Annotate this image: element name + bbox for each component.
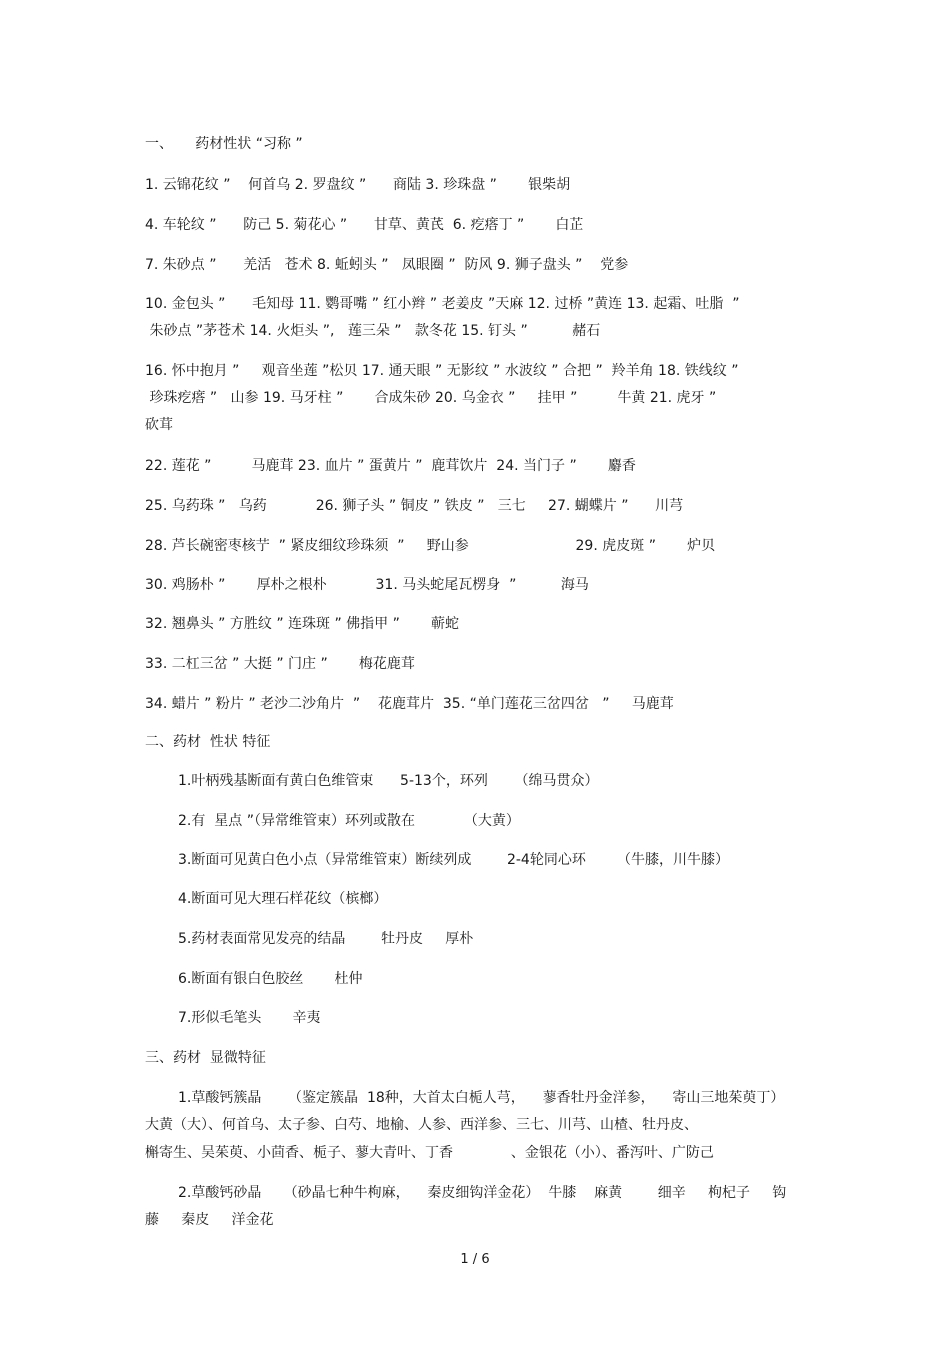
section2-item-6: 6.断面有银白色胶丝 杜仲	[178, 971, 363, 987]
section2-heading: 二、药材 性状 特征	[145, 734, 271, 750]
section2-item-2: 2.有 星点 ”（异常维管束）环列或散在 （大黄）	[178, 813, 520, 829]
section1-item-6: 22. 莲花 ” 马鹿茸 23. 血片 ” 蛋黄片 ” 鹿茸饮片 24. 当门子 ” 麝香	[145, 458, 636, 474]
section2-item-7: 7.形似毛笔头 辛夷	[178, 1010, 321, 1026]
section1-item-8: 28. 芦长碗密枣核艼 ” 紧皮细纹珍珠须 ” 野山参 29. 虎皮斑 ” 炉贝	[145, 538, 716, 554]
section3-heading: 三、药材 显微特征	[145, 1050, 266, 1066]
section1-item-9: 30. 鸡肠朴 ” 厚朴之根朴 31. 马头蛇尾瓦楞身 ” 海马	[145, 577, 589, 593]
section2-item-5: 5.药材表面常见发亮的结晶 牡丹皮 厚朴	[178, 931, 474, 947]
section2-item-3: 3.断面可见黄白色小点（异常维管束）断续列成 2-4轮同心环 （牛膝，川牛膝）	[178, 852, 729, 868]
section3-item-1-line2: 大黄（大）、何首乌、太子参、白芍、地榆、人参、西洋参、三七、川芎、山楂、牡丹皮、	[145, 1117, 698, 1133]
section1-item-2: 4. 车轮纹 ” 防己 5. 菊花心 ” 甘草、黄芪 6. 疙瘩丁 ” 白芷	[145, 217, 584, 233]
section2-item-1: 1.叶柄残基断面有黄白色维管束 5-13个，环列 （绵马贯众）	[178, 773, 599, 789]
section1-item-3: 7. 朱砂点 ” 羌活 苍术 8. 蚯蚓头 ” 凤眼圈 ” 防风 9. 狮子盘头 ” 党参	[145, 257, 629, 273]
section3-item-1-line3: 槲寄生、吴茱萸、小茴香、栀子、蓼大青叶、丁香 、金银花（小）、番泻叶、广防己	[145, 1145, 714, 1161]
section1-item-4-line1: 10. 金包头 ” 毛知母 11. 鹦哥嘴 ” 红小辫 ” 老姜皮 ”天麻 12. 过桥 ”黄连 13. 起霜、吐脂 ”	[145, 296, 740, 312]
section1-item-4-line2: 朱砂点 ”茅苍术 14. 火炬头 ”, 莲三朵 ” 款冬花 15. 钉头 ” 赭石	[145, 323, 601, 339]
section3-item-2-line1: 2.草酸钙砂晶 （砂晶七种牛枸麻， 秦皮细钩洋金花） 牛膝 麻黄 细辛 枸杞子 钩	[178, 1185, 787, 1201]
section1-item-7: 25. 乌药珠 ” 乌药 26. 狮子头 ” 铜皮 ” 铁皮 ” 三七 27. 蝴蝶片 ” 川芎	[145, 498, 684, 514]
section1-item-11: 33. 二杠三岔 ” 大挺 ” 门庄 ” 梅花鹿茸	[145, 656, 415, 672]
section1-heading: 一、 药材性状 “习称 ”	[145, 136, 303, 152]
section1-item-12: 34. 蜡片 ” 粉片 ” 老沙二沙角片 ” 花鹿茸片 35. “单门莲花三岔四岔 ” 马鹿茸	[145, 696, 674, 712]
section1-item-5-line3: 砍茸	[145, 417, 173, 433]
section1-item-5-line1: 16. 怀中抱月 ” 观音坐莲 ”松贝 17. 通天眼 ” 无影纹 ” 水波纹 ” 合把 ” 羚羊角 18. 铁线纹 ”	[145, 363, 739, 379]
section1-item-5-line2: 珍珠疙瘩 ” 山参 19. 马牙柱 ” 合成朱砂 20. 乌金衣 ” 挂甲 ” 牛黄 21. 虎牙 ”	[145, 390, 717, 406]
section2-item-4: 4.断面可见大理石样花纹（槟榔）	[178, 891, 388, 907]
section1-item-10: 32. 翘鼻头 ” 方胜纹 ” 连珠斑 ” 佛指甲 ” 蕲蛇	[145, 616, 460, 632]
section3-item-2-line2: 藤 秦皮 洋金花	[145, 1212, 274, 1228]
section1-item-1: 1. 云锦花纹 ” 何首乌 2. 罗盘纹 ” 商陆 3. 珍珠盘 ” 银柴胡	[145, 177, 571, 193]
section3-item-1-line1: 1.草酸钙簇晶 （鉴定簇晶 18种，大首太白栀人芎， 蓼香牡丹金洋参， 寄山三地茱萸丁）	[178, 1090, 785, 1106]
page-number: 1 / 6	[460, 1252, 490, 1267]
